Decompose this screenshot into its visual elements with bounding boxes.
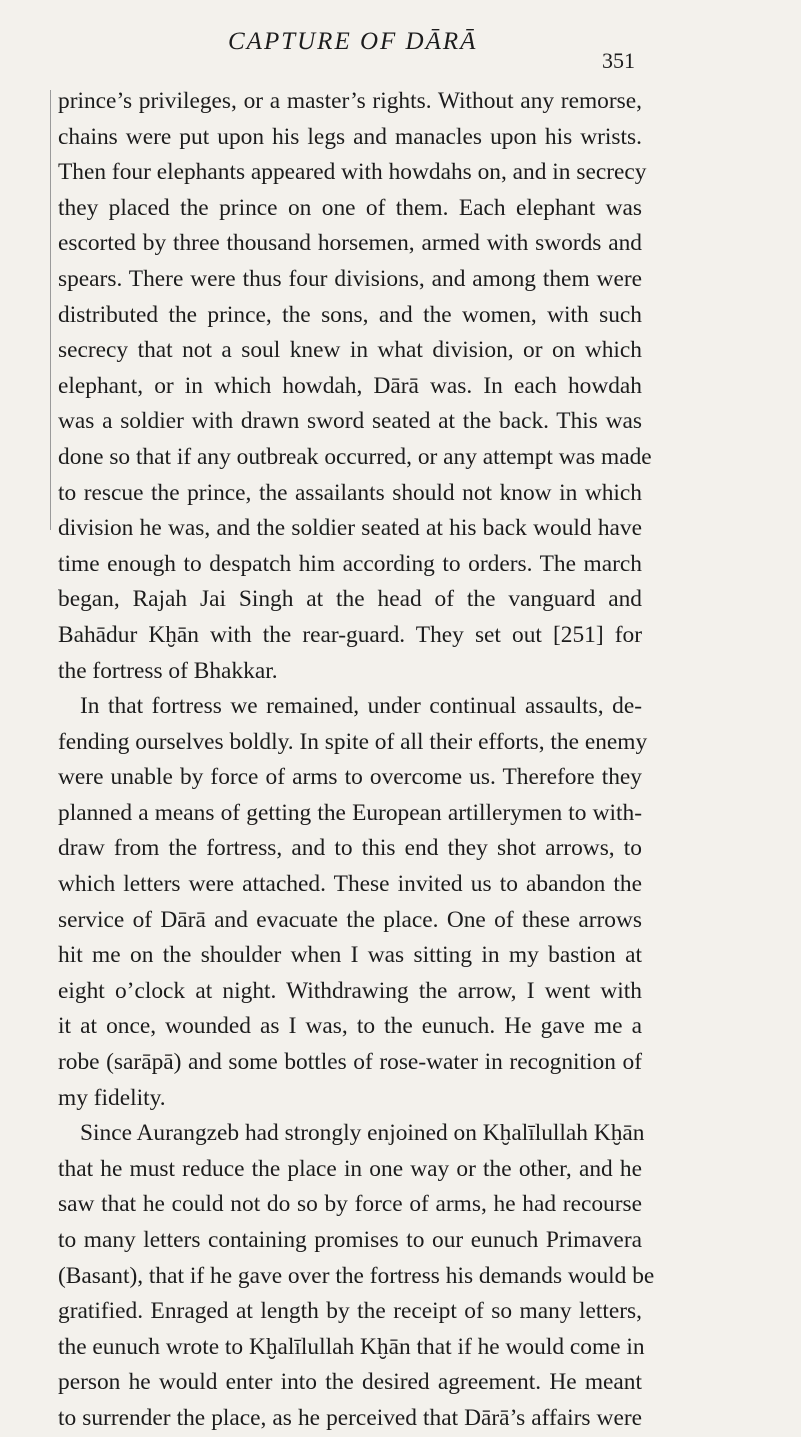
- paragraph-start-line: Since Aurangzeb had strongly enjoined on Kḫalīlullah Kḫān: [80, 1120, 645, 1147]
- paragraph-start-line: In that fortress we remained, under continual assaults, de-: [80, 693, 642, 720]
- text-line: (Basant), that if he gave over the fortress his demands would be: [58, 1262, 655, 1289]
- text-line: person he would enter into the desired agreement. He meant: [58, 1369, 642, 1396]
- text-line: Then four elephants appeared with howdahs on, and in secrecy: [58, 159, 647, 186]
- text-line: which letters were attached. These invited us to abandon the: [58, 871, 642, 898]
- text-line: my fidelity.: [58, 1084, 166, 1111]
- text-line: robe (sarāpā) and some bottles of rose-water in recognition of: [58, 1049, 642, 1076]
- running-head: CAPTURE OF DĀRĀ: [228, 28, 478, 55]
- text-line: division he was, and the soldier seated at his back would have: [58, 515, 642, 542]
- body-text: [58, 84, 655, 1437]
- text-line: fending ourselves boldly. In spite of all their efforts, the enemy: [58, 728, 648, 755]
- page-number: 351: [602, 48, 635, 73]
- text-line: the fortress of Bhakkar.: [58, 657, 278, 684]
- text-line: secrecy that not a soul knew in what division, or on which: [58, 337, 642, 364]
- text-line: the eunuch wrote to Kḫalīlullah Kḫān that if he would come in: [58, 1333, 645, 1360]
- text-line: planned a means of getting the European artillerymen to with-: [58, 799, 642, 826]
- text-line: spears. There were thus four divisions, and among them were: [58, 265, 642, 292]
- text-line: prince’s privileges, or a master’s rights. Without any remorse,: [58, 88, 642, 114]
- text-line: that he must reduce the place in one way or the other, and he: [58, 1155, 642, 1182]
- text-line: hit me on the shoulder when I was sitting in my bastion at: [58, 942, 642, 969]
- text-line: gratified. Enraged at length by the receipt of so many letters,: [58, 1298, 642, 1325]
- text-line: draw from the fortress, and to this end they shot arrows, to: [58, 835, 642, 862]
- text-line: done so that if any outbreak occurred, or any attempt was made: [58, 443, 652, 470]
- text-line: elephant, or in which howdah, Dārā was. In each howdah: [58, 372, 642, 399]
- text-line: Bahādur Kḫān with the rear-guard. They set out [251] for: [58, 621, 642, 648]
- text-line: time enough to despatch him according to orders. The march: [58, 550, 642, 577]
- text-line: was a soldier with drawn sword seated at the back. This was: [58, 408, 642, 435]
- text-line: saw that he could not do so by force of arms, he had recourse: [58, 1191, 642, 1218]
- text-line: escorted by three thousand horsemen, armed with swords and: [58, 230, 642, 257]
- text-line: service of Dārā and evacuate the place. One of these arrows: [58, 906, 642, 933]
- page-header: [0, 28, 801, 73]
- text-line: were unable by force of arms to overcome us. Therefore they: [58, 764, 642, 791]
- text-line: distributed the prince, the sons, and the women, with such: [58, 301, 642, 328]
- text-line: to surrender the place, as he perceived that Dārā’s affairs were: [58, 1404, 642, 1431]
- text-line: to many letters containing promises to our eunuch Primavera: [58, 1227, 642, 1253]
- text-line: chains were put upon his legs and manacles upon his wrists.: [58, 123, 642, 150]
- text-line: they placed the prince on one of them. Each elephant was: [58, 194, 642, 221]
- text-line: it at once, wounded as I was, to the eunuch. He gave me a: [58, 1013, 642, 1040]
- margin-mark: [50, 90, 51, 530]
- text-line: to rescue the prince, the assailants should not know in which: [58, 479, 642, 506]
- text-line: eight o’clock at night. Withdrawing the arrow, I went with: [58, 977, 642, 1004]
- text-line: began, Rajah Jai Singh at the head of the vanguard and: [58, 586, 642, 613]
